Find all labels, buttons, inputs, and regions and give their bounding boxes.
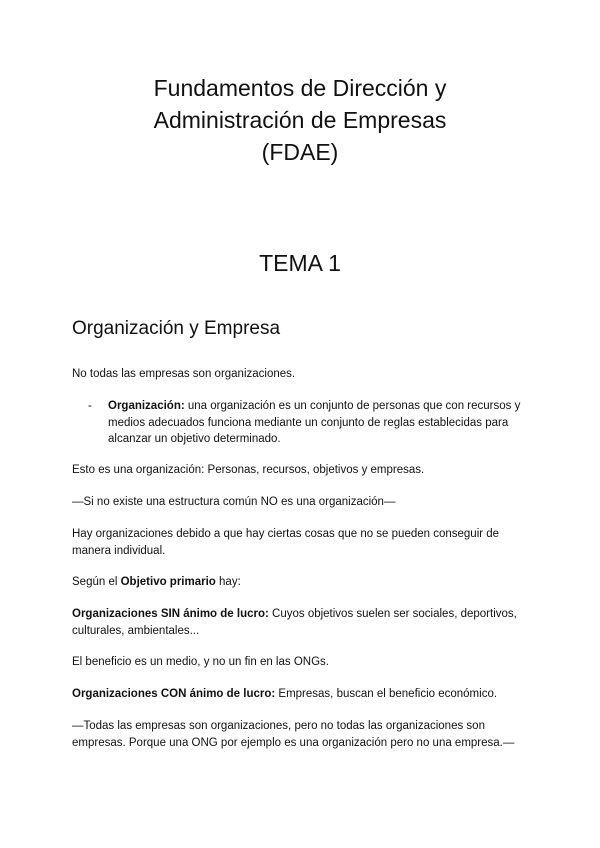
objective-term: Objetivo primario: [120, 576, 216, 588]
nonprofit-term: Organizaciones SIN ánimo de lucro:: [72, 608, 269, 620]
topic-number: TEMA 1: [259, 250, 341, 276]
paragraph-profit: [72, 686, 532, 703]
paragraph-conclusion: —Todas las empresas son organizaciones, pero no todas las organizaciones son empresas. Porque una ONG por ejemplo es una organización pero no una empresa.—: [72, 720, 515, 749]
profit-term: Organizaciones CON ánimo de lucro:: [72, 688, 276, 700]
paragraph-nonprofit: [72, 606, 532, 639]
bullet-definition: una organización es un conjunto de personas que con recursos y medios adecuados funciona mediante un conjunto de reglas establecidas para alcanzar un objetivo determinado.: [108, 400, 521, 445]
paragraph-intro: No todas las empresas son organizaciones.: [72, 368, 296, 380]
bullet-organizacion: [88, 398, 528, 448]
title-line-3: (FDAE): [261, 139, 339, 165]
paragraph-organization-elements: Esto es una organización: Personas, recursos, objetivos y empresas.: [72, 464, 425, 476]
document-title: [0, 72, 600, 168]
title-line-2: Administración de Empresas: [153, 107, 447, 133]
bullet-dash: -: [88, 400, 92, 412]
section-heading: Organización y Empresa: [72, 318, 281, 339]
title-line-1: Fundamentos de Dirección y: [153, 75, 447, 101]
paragraph-structure-note: —Si no existe una estructura común NO es una organización—: [72, 496, 396, 508]
objective-prefix: Según el: [72, 576, 121, 588]
bullet-term: Organización:: [108, 400, 185, 412]
objective-suffix: hay:: [215, 576, 241, 588]
nonprofit-text: Cuyos objetivos suelen ser sociales, deportivos, culturales, ambientales...: [72, 608, 517, 637]
paragraph-reason: Hay organizaciones debido a que hay ciertas cosas que no se pueden conseguir de manera individual.: [72, 528, 500, 557]
paragraph-objective: [72, 574, 532, 591]
profit-text: Empresas, buscan el beneficio económico.: [275, 688, 498, 700]
paragraph-benefit: El beneficio es un medio, y no un fin en las ONGs.: [72, 656, 329, 668]
bullet-content: [108, 398, 528, 448]
